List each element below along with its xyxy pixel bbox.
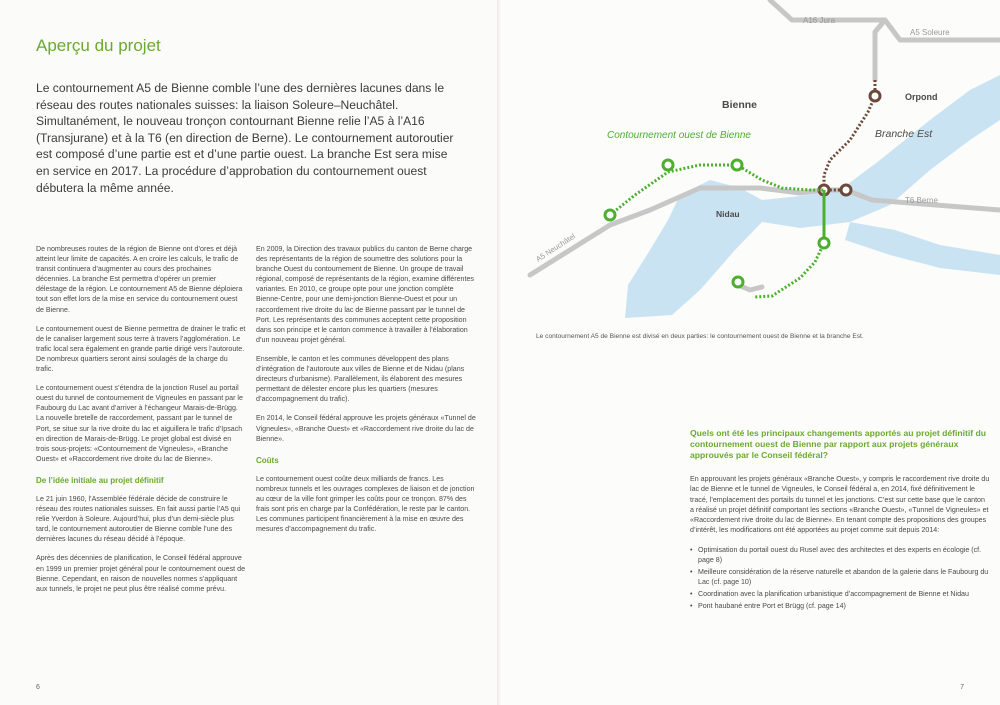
label-nidau: Nidau bbox=[716, 209, 740, 219]
junction-node bbox=[870, 91, 880, 101]
label-t6-berne: T6 Berne bbox=[905, 196, 938, 205]
station-node bbox=[733, 277, 743, 287]
station-node bbox=[663, 160, 673, 170]
label-orpond: Orpond bbox=[905, 92, 938, 102]
route-map bbox=[500, 0, 1000, 320]
label-contournement-ouest: Contournement ouest de Bienne bbox=[607, 130, 751, 141]
label-a5-neuchatel: A5 Neuchâtel bbox=[534, 231, 577, 264]
list-item: • Optimisation du portail ouest du Rusel avec des architectes et des experts en écologie (cf. page 8) bbox=[690, 545, 990, 565]
paragraph: En 2009, la Direction des travaux publics du canton de Berne charge des représentants de la région de soumettre des solutions pour la branche Ouest du contournement de Bienne. Un groupe de travail régional, composé de représentants de la région, examine différentes variantes. En 2010, ce groupe opte pour une jonction complète Bienne-Centre, pour une demi-jonction Bienne-Ouest et pour un raccordement rive droite du lac de Bienne passant par le tunnel de Port. Les représentants des communes acceptent cette proposition dans son principe et le canton commence à travailler à l’élaboration d’un nouveau projet général. bbox=[256, 245, 474, 344]
station-node bbox=[605, 210, 615, 220]
page-title: Aperçu du projet bbox=[36, 36, 161, 55]
page-number: 7 bbox=[960, 684, 964, 691]
page-number: 6 bbox=[36, 684, 40, 691]
list-item: • Coordination avec la planification urbanistique d’accompagnement de Bienne et Nidau bbox=[690, 589, 990, 599]
answer-paragraph: En approuvant les projets généraux «Branche Ouest», y compris le raccordement rive droite du lac de Bienne et le tunnel de Vigneules, le Conseil fédéral a, en 2014, fixé définitivement le tracé, l’emplacement des portails du tunnel et les jonctions. C’est sur cette base que le canton a réalisé un projet définitif comportant les sections «Branche Ouest», «Tunnel de Vigneules» et «Raccordement rive droite du lac de Bienne». En tenant compte des propositions des groupes d’intérêt, les modifications ont été apportées au projet comme suit depuis 2014: bbox=[690, 475, 990, 534]
text-column-2 bbox=[256, 244, 476, 543]
station-node bbox=[819, 238, 829, 248]
river-shape bbox=[845, 222, 1000, 275]
list-item: • Meilleure considération de la réserve naturelle et abandon de la galerie dans le Faubourg du Lac (cf. page 10) bbox=[690, 567, 990, 587]
paragraph: En 2014, le Conseil fédéral approuve les projets généraux «Tunnel de Vigneules», «Branche Ouest» et «Raccordement rive droite du lac de Bienne». bbox=[256, 414, 476, 443]
label-a16-jura: A16 Jura bbox=[803, 16, 836, 25]
right-page bbox=[500, 0, 1000, 705]
paragraph: De nombreuses routes de la région de Bienne ont d’ores et déjà atteint leur limite de capacités. A en croire les calculs, le trafic de transit continuera d’augmenter au cours des prochaines décennies. La branche Est permettra d’opérer un premier délestage de la région. Le contournement A5 de Bienne déploiera tout son effet lors de la mise en service du contournement ouest de Bienne. bbox=[36, 245, 243, 314]
paragraph: Ensemble, le canton et les communes développent des plans d’intégration de l’autoroute aux villes de Bienne et de Nidau (plans directeurs d’urbanisme). Parallèlement, ils élaborent des mesures permettant de délester encore plus les quartiers (mesures d’accompagnement du trafic). bbox=[256, 354, 465, 404]
label-a5-soleure: A5 Soleure bbox=[910, 28, 950, 37]
label-bienne: Bienne bbox=[722, 99, 758, 111]
section-heading: De l’idée initiale au projet définitif bbox=[36, 475, 164, 485]
lead-paragraph: Le contournement A5 de Bienne comble l’une des dernières lacunes dans le réseau des routes nationales suisses: la liaison Soleure–Neuchâtel. Simultanément, le nouveau tronçon contournant Bienne relie l’A5 à l’A16 (Transjurane) et à la T6 (en direction de Berne). Le contournement autoroutier est composé d’une partie est et d’une partie ouest. La branche Est sera mise en service en 2017. La procédure d’approbation du contournement ouest débutera la même année. bbox=[36, 81, 454, 195]
paragraph: Le 21 juin 1960, l’Assemblée fédérale décide de construire le réseau des routes nationales suisses. En fait aussi partie l’A5 qui relie Yverdon à Soleure. Aujourd’hui, plus d’un demi-siècle plus tard, le contournement autoroutier de Bienne comble l’une des dernières lacunes du réseau décidé à l’époque. bbox=[36, 494, 241, 544]
question-heading: Quels ont été les principaux changements apportés au projet définitif du contournement ouest de Bienne par rapport aux projets généraux approuvés par le Conseil fédéral? bbox=[690, 428, 987, 460]
text-column-1 bbox=[36, 244, 246, 603]
changes-list bbox=[690, 545, 990, 612]
junction-node bbox=[841, 185, 851, 195]
paragraph: Le contournement ouest s’étendra de la jonction Rusel au portail ouest du tunnel de contournement de Vigneules en passant par le Faubourg du Lac avant d’arriver à l’échangeur Marais-de-Brügg. La nouvelle bretelle de raccordement, passant par le tunnel de Port, se situe sur la rive droite du lac et aiguillera le trafic d’Ipsach en direction de Marais-de-Brügg. Le projet global est divisé en trois sous-projets: «Contournement de Vigneules», «Branche Ouest» et «Raccordement rive droite du lac de Bienne». bbox=[36, 384, 243, 463]
faq-box bbox=[690, 428, 990, 614]
label-branche-est: Branche Est bbox=[875, 128, 933, 140]
map-caption: Le contournement A5 de Bienne est divisé en deux parties: le contournement ouest de Bienne et la branche Est. bbox=[536, 333, 864, 340]
lake-shape bbox=[625, 180, 762, 318]
section-heading: Coûts bbox=[256, 455, 279, 465]
paragraph: Le contournement ouest coûte deux milliards de francs. Les nombreux tunnels et les ouvrages complexes de liaison et de jonction au cœur de la ville font grimper les coûts pour ce tronçon. 87% des frais sont pris en charge par la Confédération, le reste par le canton. Les communes participent financièrement à la mise en œuvre des mesures d’accompagnement du trafic. bbox=[256, 474, 475, 534]
paragraph: Après des décennies de planification, le Conseil fédéral approuve en 1999 un premier projet général pour le contournement ouest de Bienne. Cependant, en raison de nouvelles normes s’appliquant aux tunnels, le projet ne peut plus être réalisé comme prévu. bbox=[36, 554, 246, 593]
list-item: • Pont haubané entre Port et Brügg (cf. page 14) bbox=[690, 601, 990, 611]
station-node bbox=[732, 160, 742, 170]
paragraph: Le contournement ouest de Bienne permettra de drainer le trafic et de le canaliser largement sous terre à travers l’agglomération. Le trafic local sera également en grande partie dirigé vers l’autoroute. De nombreux quartiers seront ainsi soulagés de la charge du trafic. bbox=[36, 324, 246, 374]
